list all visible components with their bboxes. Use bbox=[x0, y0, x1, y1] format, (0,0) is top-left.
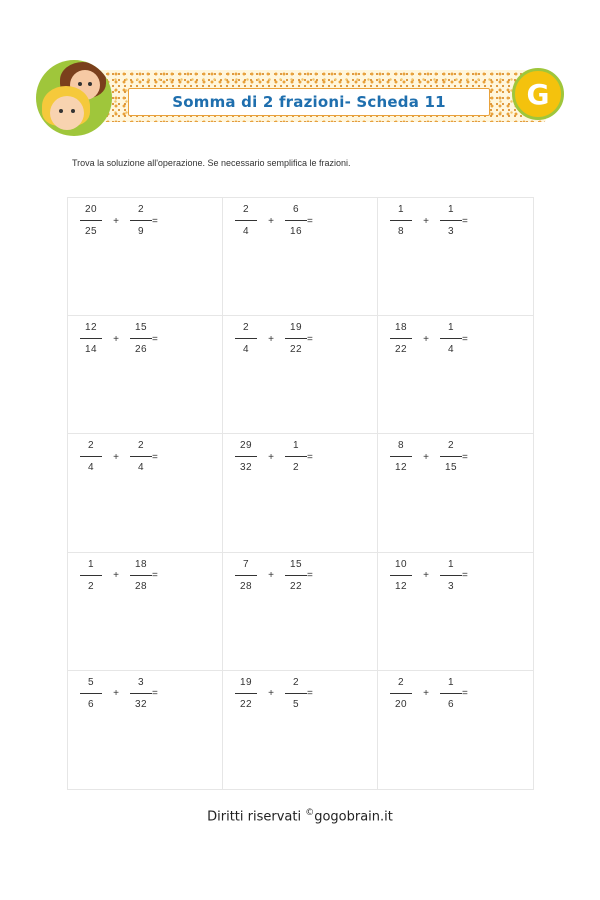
numerator: 5 bbox=[87, 676, 95, 688]
title-box bbox=[128, 88, 490, 116]
fraction-bar bbox=[285, 456, 307, 457]
fraction-bar bbox=[80, 220, 102, 221]
denominator: 32 bbox=[239, 462, 253, 474]
equals-sign: = bbox=[307, 451, 313, 463]
denominator: 14 bbox=[84, 344, 98, 356]
fraction-bar bbox=[130, 220, 152, 221]
numerator: 1 bbox=[397, 204, 405, 215]
denominator: 15 bbox=[444, 462, 458, 474]
denominator: 28 bbox=[239, 580, 253, 592]
numerator: 2 bbox=[397, 676, 405, 688]
numerator: 12 bbox=[84, 322, 98, 334]
plus-operator: + bbox=[268, 451, 274, 463]
fraction-bar bbox=[440, 693, 462, 694]
plus-operator: + bbox=[113, 451, 119, 463]
fraction-bar bbox=[390, 338, 412, 339]
plus-operator: + bbox=[268, 215, 274, 227]
equals-sign: = bbox=[152, 451, 158, 463]
numerator: 18 bbox=[394, 322, 408, 334]
fraction-b bbox=[128, 559, 154, 593]
fraction-b bbox=[438, 559, 464, 593]
plus-operator: + bbox=[113, 215, 119, 227]
fraction-a bbox=[233, 440, 259, 474]
fraction-bar bbox=[130, 338, 152, 339]
denominator: 26 bbox=[134, 344, 148, 356]
plus-operator: + bbox=[113, 570, 119, 582]
fraction-b bbox=[283, 440, 309, 474]
fraction-a bbox=[78, 677, 104, 711]
denominator: 12 bbox=[394, 462, 408, 474]
numerator: 7 bbox=[242, 558, 250, 570]
exercise-cell[interactable] bbox=[223, 434, 378, 552]
fraction-a bbox=[78, 204, 104, 238]
denominator: 4 bbox=[137, 462, 145, 474]
fraction-a bbox=[233, 559, 259, 593]
fraction-a bbox=[233, 204, 259, 238]
footer bbox=[0, 808, 600, 824]
fraction-bar bbox=[235, 456, 257, 457]
fraction-expression bbox=[78, 559, 158, 593]
equals-sign: = bbox=[152, 570, 158, 582]
plus-operator: + bbox=[268, 333, 274, 345]
numerator: 3 bbox=[137, 676, 145, 688]
numerator: 6 bbox=[292, 204, 300, 215]
fraction-a bbox=[388, 322, 414, 356]
plus-operator: + bbox=[268, 570, 274, 582]
denominator: 9 bbox=[137, 226, 145, 237]
fraction-bar bbox=[390, 575, 412, 576]
fraction-a bbox=[388, 559, 414, 593]
exercise-cell[interactable] bbox=[223, 553, 378, 671]
equals-sign: = bbox=[462, 570, 468, 582]
fraction-bar bbox=[440, 338, 462, 339]
exercise-cell[interactable] bbox=[68, 671, 223, 789]
numerator: 2 bbox=[137, 440, 145, 452]
fraction-expression bbox=[78, 677, 158, 711]
denominator: 28 bbox=[134, 580, 148, 592]
numerator: 19 bbox=[289, 322, 303, 334]
numerator: 2 bbox=[137, 204, 145, 215]
fraction-b bbox=[438, 440, 464, 474]
exercise-cell[interactable] bbox=[68, 198, 223, 316]
fraction-a bbox=[388, 440, 414, 474]
exercise-cell[interactable] bbox=[68, 434, 223, 552]
fraction-bar bbox=[440, 220, 462, 221]
equals-sign: = bbox=[462, 215, 468, 227]
numerator: 1 bbox=[447, 558, 455, 570]
denominator: 3 bbox=[447, 580, 455, 592]
numerator: 1 bbox=[292, 440, 300, 452]
fraction-a bbox=[78, 322, 104, 356]
denominator: 8 bbox=[397, 226, 405, 237]
numerator: 1 bbox=[87, 558, 95, 570]
exercise-cell[interactable] bbox=[68, 553, 223, 671]
numerator: 1 bbox=[447, 322, 455, 334]
fraction-bar bbox=[130, 456, 152, 457]
header-banner bbox=[36, 60, 564, 140]
numerator: 20 bbox=[84, 204, 98, 215]
numerator: 15 bbox=[289, 558, 303, 570]
fraction-a bbox=[78, 559, 104, 593]
denominator: 4 bbox=[87, 462, 95, 474]
denominator: 3 bbox=[447, 226, 455, 237]
denominator: 4 bbox=[447, 344, 455, 356]
fraction-bar bbox=[235, 693, 257, 694]
plus-operator: + bbox=[423, 215, 429, 227]
fraction-expression bbox=[233, 677, 313, 711]
equals-sign: = bbox=[152, 333, 158, 345]
exercise-cell[interactable] bbox=[223, 671, 378, 789]
fraction-bar bbox=[130, 575, 152, 576]
exercise-grid bbox=[67, 197, 534, 790]
instruction-text: Trova la soluzione all'operazione. Se necessario semplifica le frazioni. bbox=[72, 158, 351, 168]
equals-sign: = bbox=[462, 688, 468, 700]
fraction-bar bbox=[390, 220, 412, 221]
numerator: 1 bbox=[447, 676, 455, 688]
fraction-bar bbox=[80, 693, 102, 694]
fraction-b bbox=[283, 322, 309, 356]
denominator: 22 bbox=[394, 344, 408, 356]
denominator: 12 bbox=[394, 580, 408, 592]
denominator: 20 bbox=[394, 698, 408, 710]
numerator: 2 bbox=[447, 440, 455, 452]
fraction-b bbox=[438, 677, 464, 711]
fraction-bar bbox=[285, 220, 307, 221]
numerator: 15 bbox=[134, 322, 148, 334]
fraction-a bbox=[388, 204, 414, 238]
fraction-bar bbox=[235, 220, 257, 221]
exercise-cell[interactable] bbox=[68, 316, 223, 434]
equals-sign: = bbox=[152, 688, 158, 700]
denominator: 4 bbox=[242, 226, 250, 237]
denominator: 22 bbox=[289, 580, 303, 592]
numerator: 10 bbox=[394, 558, 408, 570]
fraction-a bbox=[388, 677, 414, 711]
fraction-a bbox=[78, 440, 104, 474]
fraction-bar bbox=[80, 456, 102, 457]
numerator: 29 bbox=[239, 440, 253, 452]
exercise-cell[interactable] bbox=[378, 553, 533, 671]
gogobrain-logo-icon: G bbox=[512, 68, 564, 120]
plus-operator: + bbox=[423, 451, 429, 463]
fraction-bar bbox=[285, 575, 307, 576]
exercise-cell[interactable] bbox=[378, 671, 533, 789]
plus-operator: + bbox=[423, 688, 429, 700]
fraction-bar bbox=[130, 693, 152, 694]
fraction-bar bbox=[440, 456, 462, 457]
plus-operator: + bbox=[423, 333, 429, 345]
equals-sign: = bbox=[462, 451, 468, 463]
fraction-b bbox=[128, 440, 154, 474]
fraction-b bbox=[283, 559, 309, 593]
kids-illustration-icon bbox=[36, 60, 112, 136]
fraction-b bbox=[438, 204, 464, 238]
numerator: 2 bbox=[292, 676, 300, 688]
fraction-b bbox=[128, 322, 154, 356]
numerator: 2 bbox=[87, 440, 95, 452]
fraction-bar bbox=[440, 575, 462, 576]
fraction-bar bbox=[80, 338, 102, 339]
fraction-a bbox=[233, 322, 259, 356]
numerator: 18 bbox=[134, 558, 148, 570]
fraction-expression bbox=[233, 204, 313, 238]
numerator: 19 bbox=[239, 676, 253, 688]
plus-operator: + bbox=[423, 570, 429, 582]
plus-operator: + bbox=[113, 333, 119, 345]
fraction-bar bbox=[285, 338, 307, 339]
denominator: 16 bbox=[289, 226, 303, 237]
equals-sign: = bbox=[462, 333, 468, 345]
exercise-cell[interactable] bbox=[378, 198, 533, 316]
exercise-cell[interactable] bbox=[223, 316, 378, 434]
denominator: 22 bbox=[239, 698, 253, 710]
denominator: 2 bbox=[292, 462, 300, 474]
equals-sign: = bbox=[307, 333, 313, 345]
fraction-bar bbox=[285, 693, 307, 694]
plus-operator: + bbox=[113, 688, 119, 700]
footer-text: Diritti riservati bbox=[207, 809, 306, 825]
numerator: 1 bbox=[447, 204, 455, 215]
page-title: Somma di 2 frazioni- Scheda 11 bbox=[172, 93, 446, 111]
equals-sign: = bbox=[307, 215, 313, 227]
fraction-expression bbox=[388, 322, 468, 356]
fraction-expression bbox=[388, 440, 468, 474]
fraction-expression bbox=[233, 559, 313, 593]
denominator: 4 bbox=[242, 344, 250, 356]
copyright-symbol: © bbox=[305, 808, 315, 818]
exercise-cell[interactable] bbox=[378, 316, 533, 434]
denominator: 6 bbox=[87, 698, 95, 710]
fraction-bar bbox=[390, 693, 412, 694]
equals-sign: = bbox=[152, 215, 158, 227]
numerator: 8 bbox=[397, 440, 405, 452]
fraction-b bbox=[283, 204, 309, 238]
plus-operator: + bbox=[268, 688, 274, 700]
fraction-expression bbox=[233, 322, 313, 356]
equals-sign: = bbox=[307, 688, 313, 700]
fraction-bar bbox=[235, 575, 257, 576]
fraction-expression bbox=[388, 559, 468, 593]
denominator: 25 bbox=[84, 226, 98, 237]
footer-site: gogobrain.it bbox=[314, 809, 393, 825]
exercise-cell[interactable] bbox=[378, 434, 533, 552]
fraction-expression bbox=[78, 440, 158, 474]
fraction-expression bbox=[233, 440, 313, 474]
fraction-bar bbox=[235, 338, 257, 339]
denominator: 22 bbox=[289, 344, 303, 356]
denominator: 32 bbox=[134, 698, 148, 710]
fraction-expression bbox=[388, 204, 468, 238]
exercise-cell[interactable] bbox=[223, 198, 378, 316]
fraction-bar bbox=[80, 575, 102, 576]
fraction-bar bbox=[390, 456, 412, 457]
fraction-b bbox=[283, 677, 309, 711]
fraction-b bbox=[128, 677, 154, 711]
fraction-b bbox=[128, 204, 154, 238]
fraction-expression bbox=[78, 322, 158, 356]
equals-sign: = bbox=[307, 570, 313, 582]
fraction-expression bbox=[78, 204, 158, 238]
fraction-b bbox=[438, 322, 464, 356]
denominator: 2 bbox=[87, 580, 95, 592]
numerator: 2 bbox=[242, 204, 250, 215]
numerator: 2 bbox=[242, 322, 250, 334]
denominator: 5 bbox=[292, 698, 300, 710]
fraction-expression bbox=[388, 677, 468, 711]
fraction-a bbox=[233, 677, 259, 711]
denominator: 6 bbox=[447, 698, 455, 710]
